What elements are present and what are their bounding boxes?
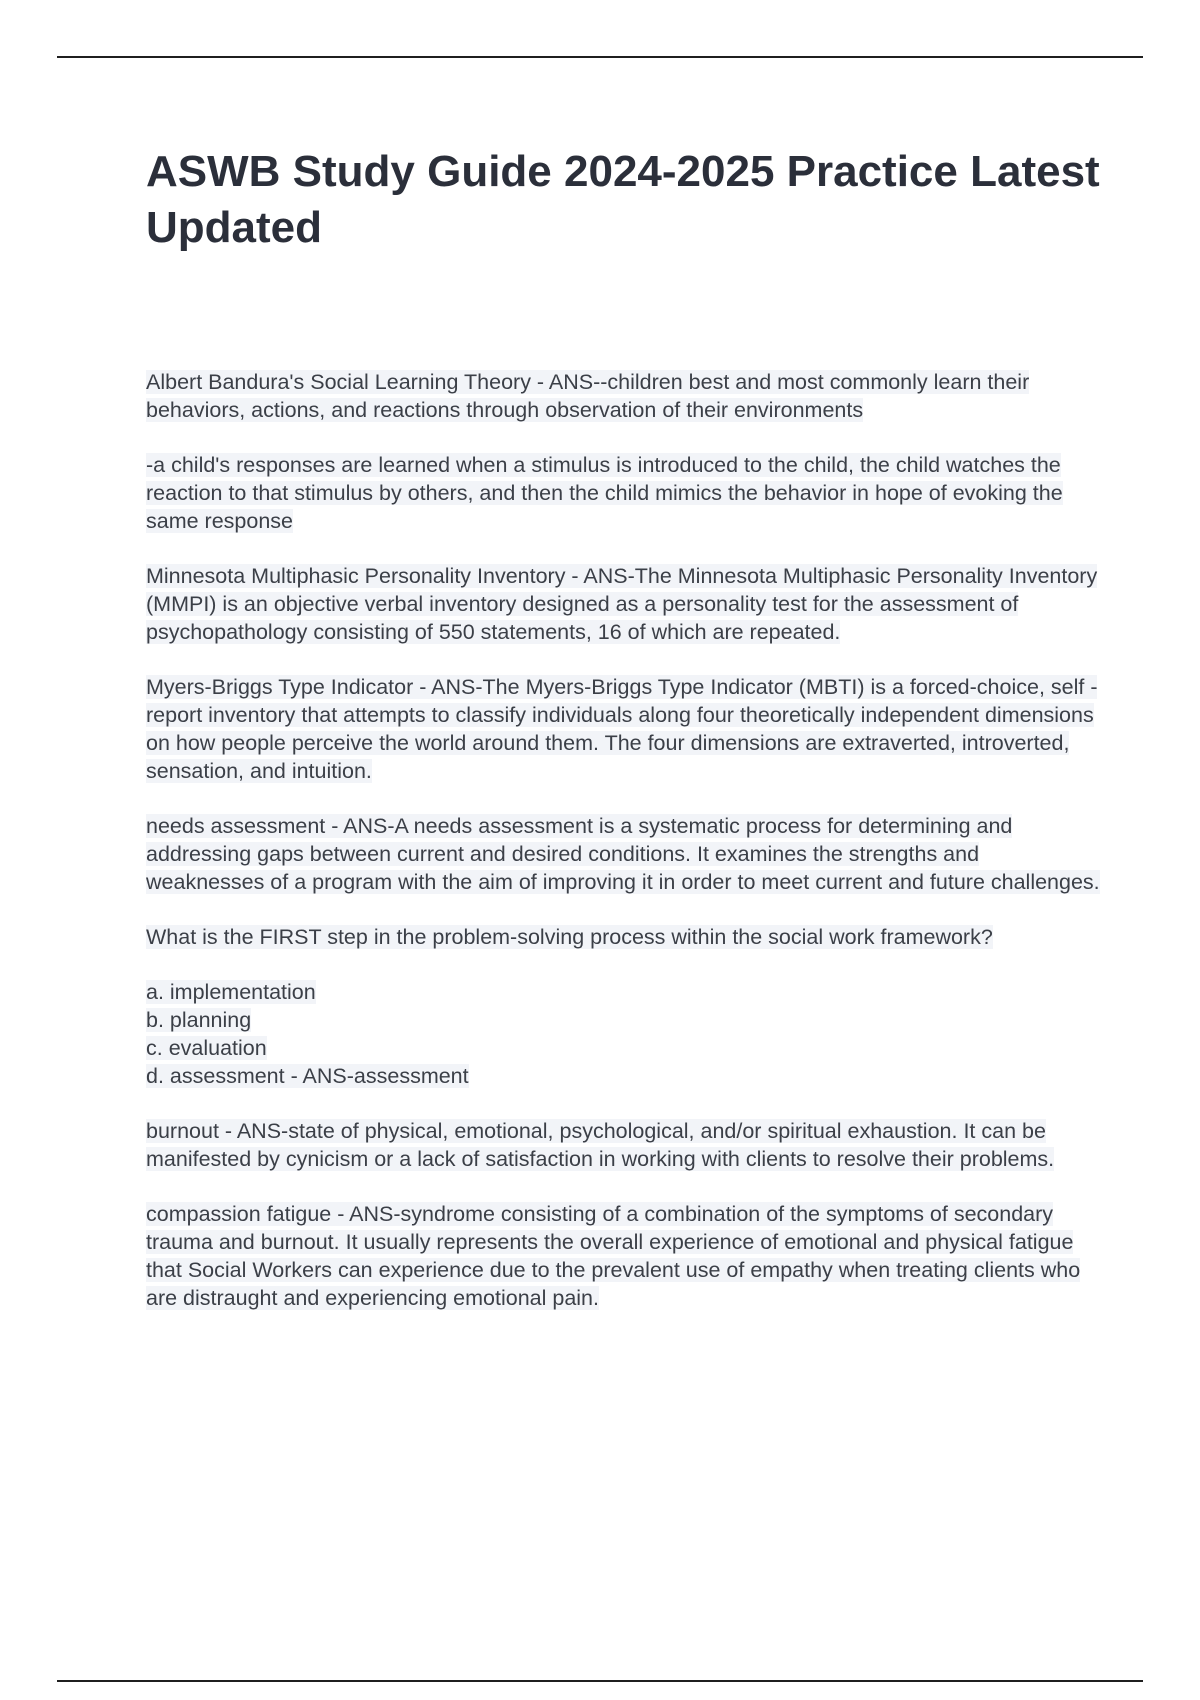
option-text: c. evaluation [146,1036,267,1060]
entry-burnout [146,1117,1101,1173]
question-text: What is the FIRST step in the problem-solving process within the social work framework? [146,925,993,949]
entry-needs-assessment [146,812,1101,896]
option-text: a. implementation [146,980,316,1004]
list-item [146,1062,1101,1090]
top-divider [57,56,1143,58]
question-options [146,978,1101,1090]
entry-text: Myers-Briggs Type Indicator - ANS-The Myers-Briggs Type Indicator (MBTI) is a forced-choice, self -report inventory that attempts to classify individuals along four theoretically independent dimensions on how people perceive the world around them. The four dimensions are extraverted, introverted, sensation, and intuition. [146,675,1098,783]
entry-text: compassion fatigue - ANS-syndrome consisting of a combination of the symptoms of secondary trauma and burnout. It usually represents the overall experience of emotional and physical fatigue that Social Workers can experience due to the prevalent use of empathy when treating clients who are distraught and experiencing emotional pain. [146,1202,1081,1310]
entry-mbti [146,673,1101,785]
entry-text: needs assessment - ANS-A needs assessment is a systematic process for determining and addressing gaps between current and desired conditions. It examines the strengths and weaknesses of a program with the aim of improving it in order to meet current and future challenges. [146,814,1100,894]
entry-text: burnout - ANS-state of physical, emotional, psychological, and/or spiritual exhaustion. It can be manifested by cynicism or a lack of satisfaction in working with clients to resolve their problems. [146,1119,1055,1171]
entry-mmpi [146,562,1101,646]
page-title: ASWB Study Guide 2024-2025 Practice Latest Updated [146,147,1100,252]
document-body [146,368,1101,1339]
entry-text: -a child's responses are learned when a stimulus is introduced to the child, the child watches the reaction to that stimulus by others, and then the child mimics the behavior in hope of evoking the same response [146,453,1063,533]
list-item [146,1006,1101,1034]
bottom-divider [57,1680,1143,1682]
list-item [146,1034,1101,1062]
entry-social-learning-theory [146,368,1101,424]
entry-child-responses [146,451,1101,535]
list-item [146,978,1101,1006]
entry-text: Minnesota Multiphasic Personality Inventory - ANS-The Minnesota Multiphasic Personality Inventory (MMPI) is an objective verbal inventory designed as a personality test for the assessment of psychopathology consisting of 550 statements, 16 of which are repeated. [146,564,1098,644]
question-first-step [146,923,1101,951]
option-text: d. assessment - ANS-assessment [146,1064,469,1088]
option-text: b. planning [146,1008,252,1032]
entry-compassion-fatigue [146,1200,1101,1312]
entry-text: Albert Bandura's Social Learning Theory - ANS--children best and most commonly learn their behaviors, actions, and reactions through observation of their environments [146,370,1030,422]
